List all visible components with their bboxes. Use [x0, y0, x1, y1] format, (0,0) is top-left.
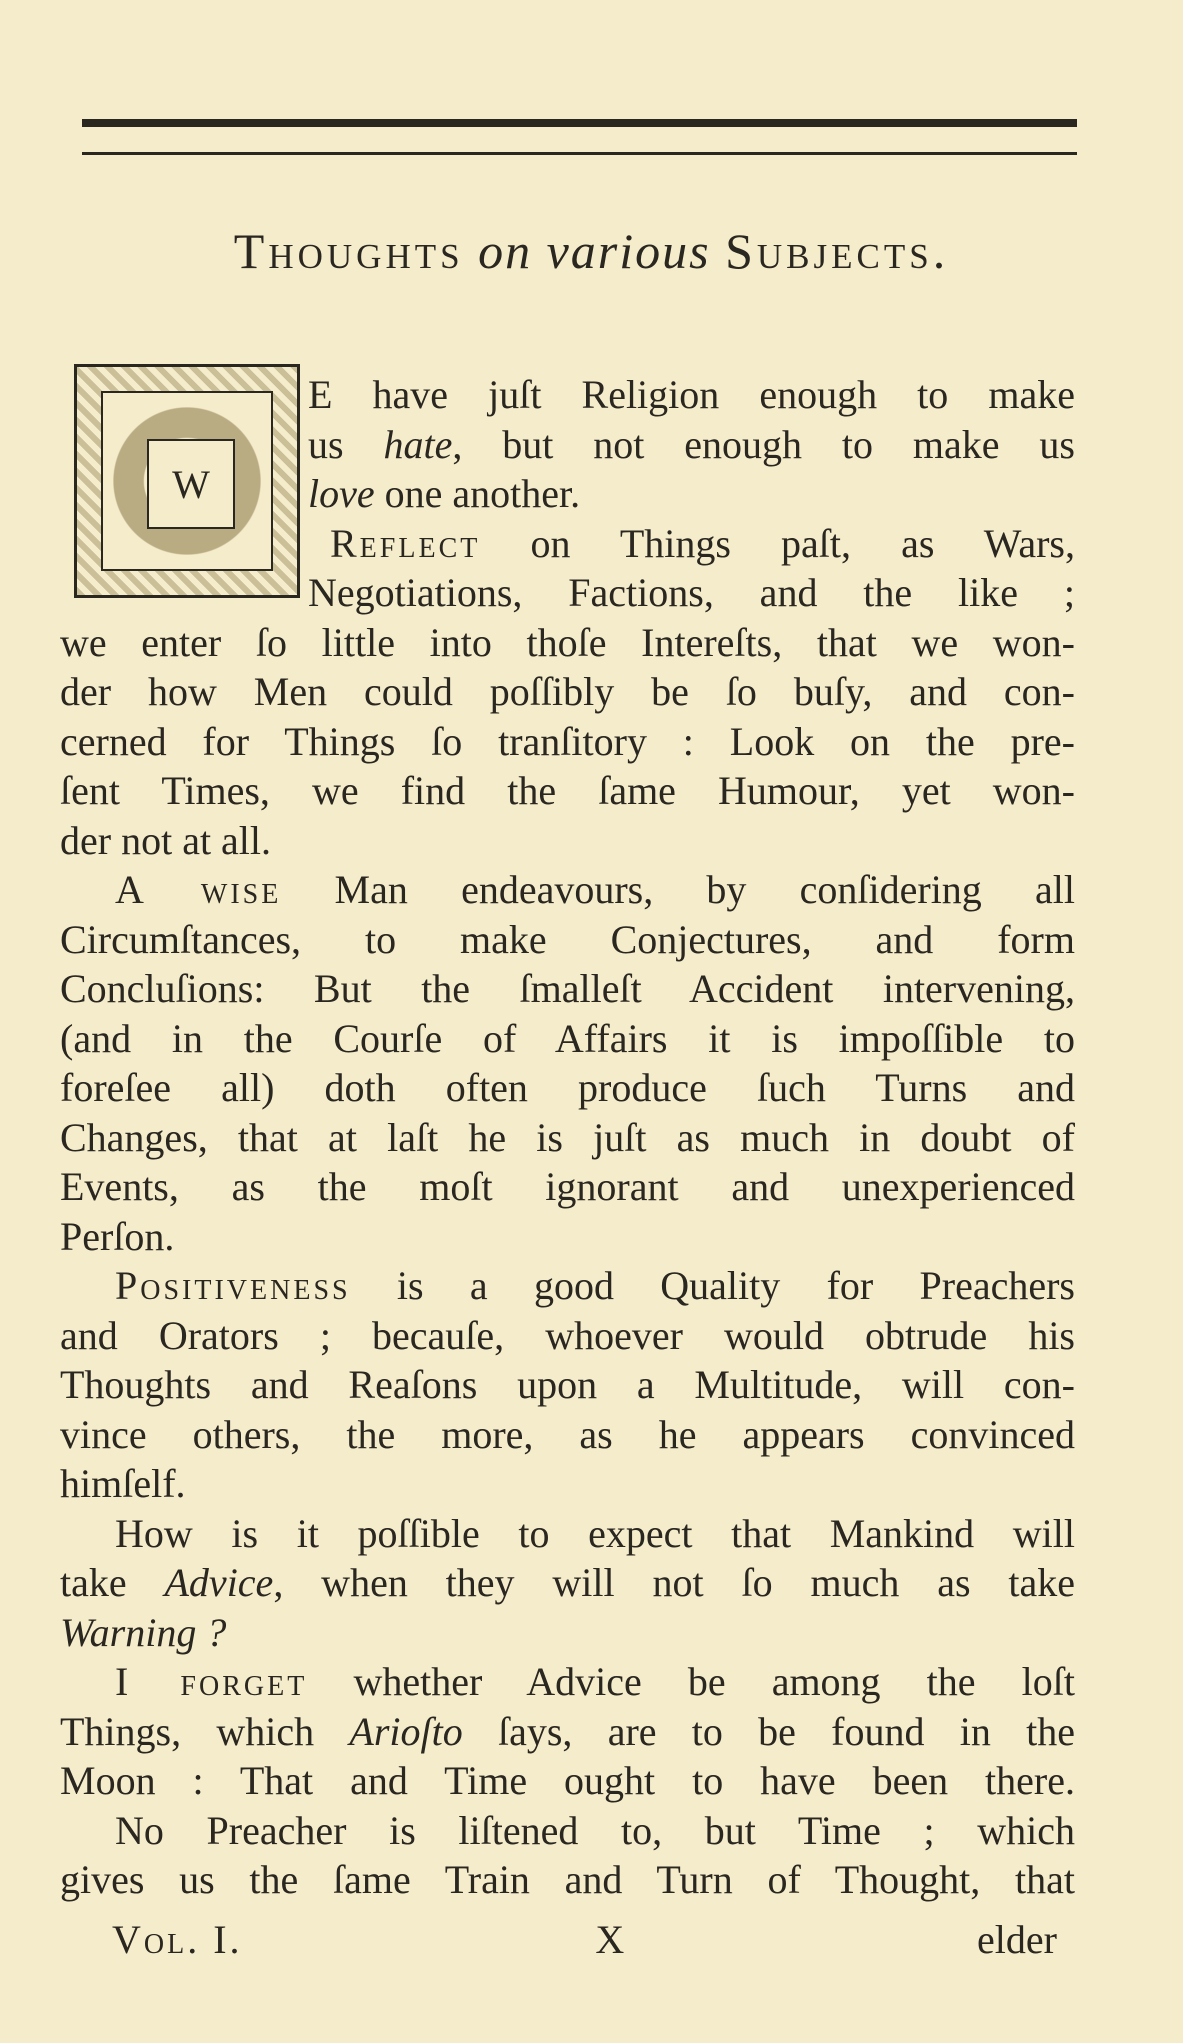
- text-line: [60, 1261, 1075, 1311]
- small-caps-text: A wise: [115, 867, 282, 912]
- title-part-subjects: Subjects.: [725, 223, 950, 279]
- italic-text: love: [308, 471, 375, 516]
- text-run: Concluſions: But the ſmalleſt Accident intervening,: [60, 966, 1075, 1011]
- text-run: we enter ſo little into thoſe Intereſts, that we won-: [60, 619, 1075, 665]
- text-run: Moon : That and Time ought to have been there.: [60, 1758, 1075, 1803]
- text-line: [60, 1063, 1075, 1113]
- text-line: [60, 1707, 1075, 1757]
- text-run: ſays, are to be found in the: [462, 1708, 1075, 1754]
- gathering-mark: X: [595, 1917, 625, 1962]
- text-run: one another.: [374, 471, 581, 516]
- text-run: and Orators ; becauſe, whoever would obtrude his: [60, 1312, 1075, 1358]
- text-line: [60, 1756, 1075, 1806]
- text-line: [60, 667, 1075, 717]
- text-line: [60, 420, 1075, 470]
- text-line: [60, 1806, 1075, 1856]
- text-line: [60, 915, 1075, 965]
- text-line: [60, 1360, 1075, 1410]
- text-line: [60, 1459, 1075, 1509]
- text-run: , when they will not ſo much as take: [273, 1560, 1075, 1605]
- small-caps-text: Reflect: [330, 520, 481, 566]
- text-line: [60, 816, 1075, 866]
- text-line: [60, 1014, 1075, 1064]
- page-footer: [112, 1916, 1057, 1963]
- volume-signature: Vol. I.: [112, 1917, 243, 1962]
- text-run: Circumſtances, to make Conjectures, and form: [60, 916, 1075, 962]
- text-run: us: [308, 421, 384, 467]
- text-line: [60, 1509, 1075, 1559]
- text-run: Perſon.: [60, 1213, 175, 1259]
- text-run: E have juſt Religion enough to make: [308, 372, 1075, 417]
- header-rule-thick: [82, 119, 1077, 127]
- text-run: take: [60, 1560, 165, 1605]
- text-run: der not at all.: [60, 817, 272, 863]
- text-run: Events, as the moſt ignorant and unexperienced: [60, 1164, 1075, 1209]
- text-run: Man endeavours, by conſidering all: [281, 867, 1075, 912]
- text-line: [60, 1311, 1075, 1361]
- text-run: Negotiations, Factions, and the like ;: [308, 570, 1075, 615]
- text-run: Thoughts and Reaſons upon a Multitude, will con-: [60, 1362, 1075, 1407]
- text-run: himſelf.: [60, 1461, 186, 1506]
- italic-text: Warning ?: [60, 1609, 227, 1655]
- text-run: vince others, the more, as he appears convinced: [60, 1411, 1075, 1457]
- title-part-on-various: on various: [478, 223, 711, 279]
- text-line: [60, 1657, 1075, 1707]
- text-run: ſent Times, we find the ſame Humour, yet won-: [60, 768, 1075, 813]
- text-run: on Things paſt, as Wars,: [480, 520, 1075, 566]
- italic-text: hate: [383, 421, 453, 467]
- text-run: Changes, that at laſt he is juſt as much in doubt of: [60, 1114, 1075, 1160]
- text-run: , but not enough to make us: [452, 421, 1075, 467]
- small-caps-text: Positiveness: [115, 1263, 351, 1308]
- header-rule-thin: [82, 152, 1077, 155]
- text-line: [60, 865, 1075, 915]
- text-run: cerned for Things ſo tranſitory : Look on the pre-: [60, 718, 1075, 764]
- text-run: Things, which: [60, 1708, 350, 1754]
- dropcap-letter: W: [147, 439, 235, 529]
- text-line: [60, 1855, 1075, 1905]
- catchword: elder: [977, 1917, 1057, 1962]
- page-title: [60, 222, 1123, 280]
- text-line: [60, 1113, 1075, 1163]
- text-run: foreſee all) doth often produce ſuch Turns and: [60, 1065, 1075, 1110]
- text-line: [60, 1162, 1075, 1212]
- text-line: [60, 964, 1075, 1014]
- text-line: [60, 618, 1075, 668]
- text-line: [60, 766, 1075, 816]
- text-line: [60, 1410, 1075, 1460]
- text-line: [60, 1608, 1075, 1658]
- text-run: No Preacher is liſtened to, but Time ; which: [115, 1807, 1075, 1853]
- text-run: gives us the ſame Train and Turn of Thought, that: [60, 1857, 1075, 1902]
- small-caps-text: I forget: [115, 1659, 308, 1704]
- text-line: [60, 469, 1075, 519]
- text-run: How is it poſſible to expect that Mankind will: [115, 1510, 1075, 1556]
- text-run: is a good Quality for Preachers: [350, 1263, 1075, 1308]
- text-line: [60, 1558, 1075, 1608]
- italic-text: Advice: [164, 1560, 274, 1605]
- text-line: [60, 370, 1075, 420]
- text-line: [60, 568, 1075, 618]
- text-run: (and in the Courſe of Affairs it is impoſſible to: [60, 1015, 1075, 1061]
- body-text: [60, 370, 1075, 1905]
- text-line: [60, 1212, 1075, 1262]
- text-line: [60, 717, 1075, 767]
- italic-text: Arioſto: [349, 1708, 463, 1754]
- title-part-thoughts: Thoughts: [233, 223, 464, 279]
- text-run: whether Advice be among the loſt: [307, 1659, 1075, 1704]
- text-run: der how Men could poſſibly be ſo buſy, and con-: [60, 669, 1075, 714]
- text-line: [60, 519, 1075, 569]
